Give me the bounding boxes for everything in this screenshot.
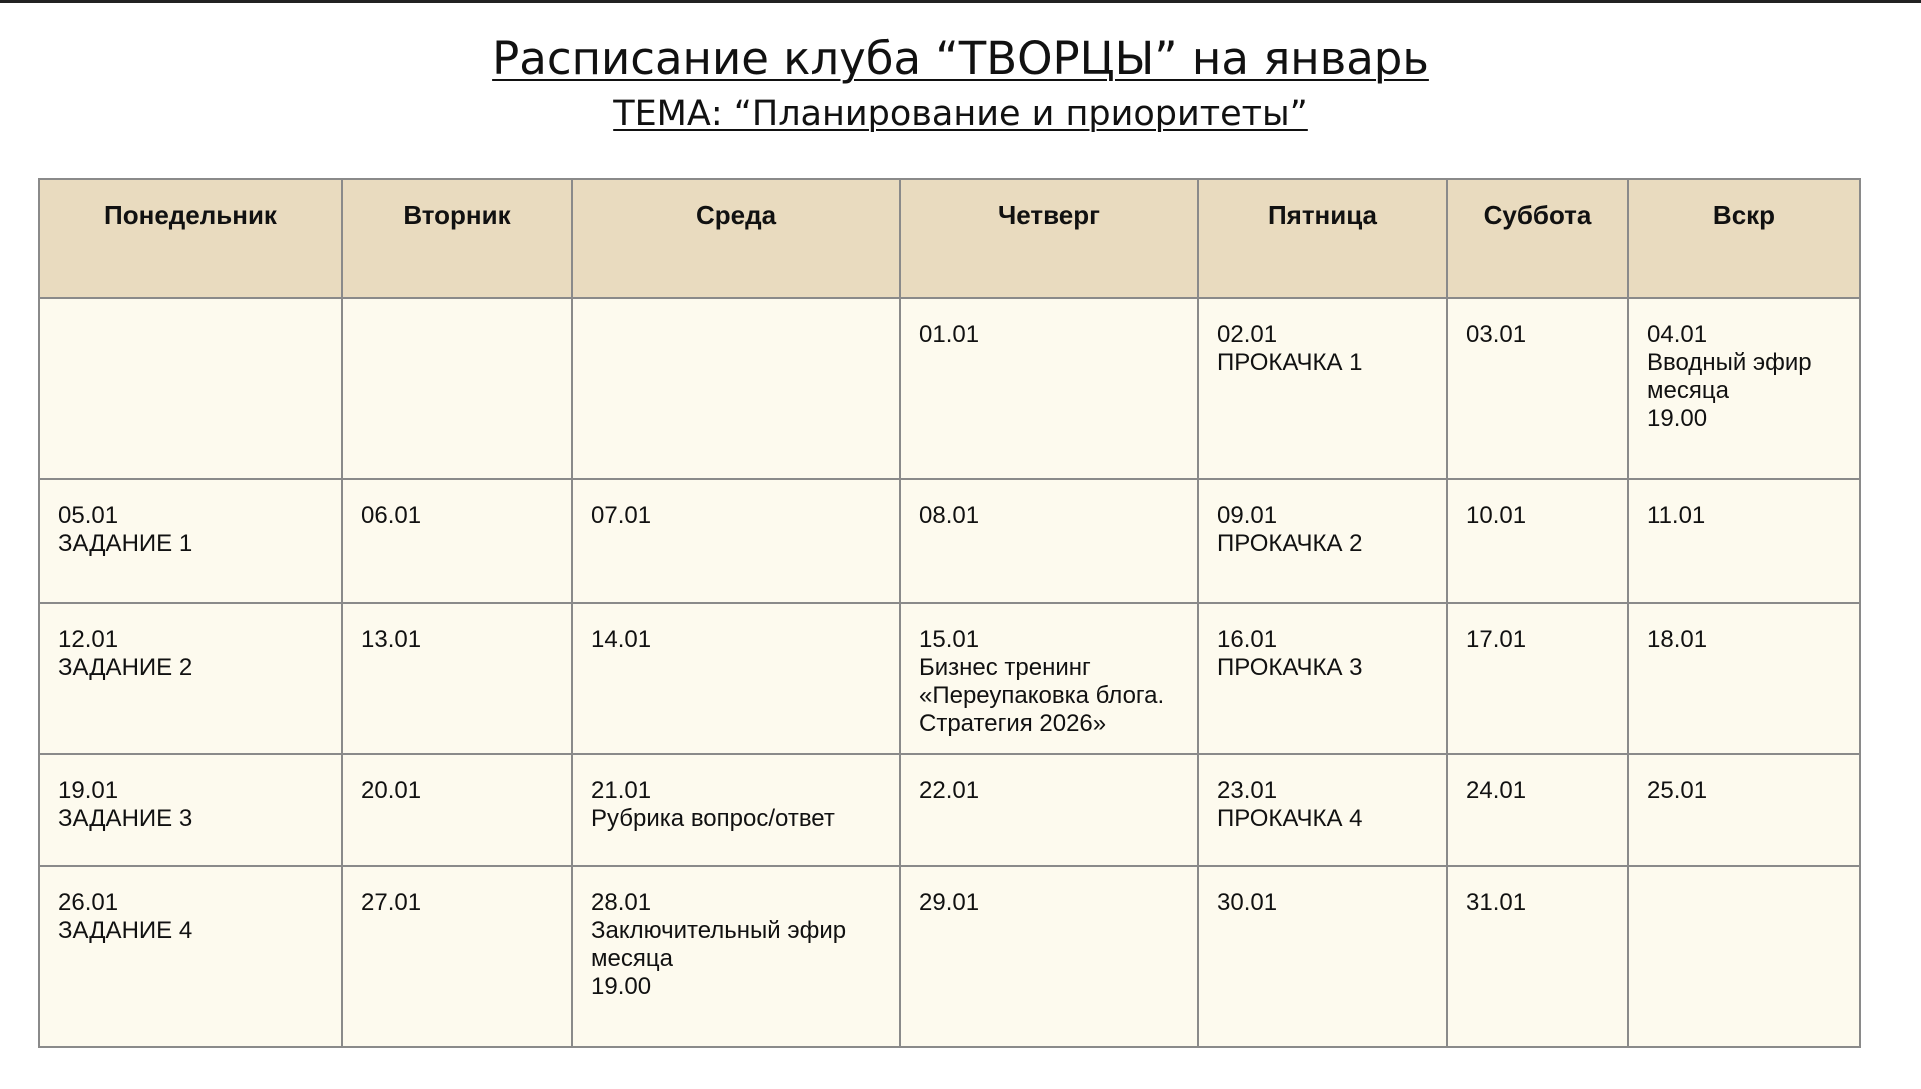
top-border-line: [0, 0, 1921, 3]
day-cell: [572, 479, 900, 603]
day-cell: [572, 754, 900, 866]
schedule-table: [38, 178, 1861, 1048]
day-cell: [1198, 479, 1447, 603]
day-date: 26.01: [58, 889, 119, 916]
day-cell: [1198, 754, 1447, 866]
day-date: 05.01: [58, 502, 119, 529]
day-date: 25.01: [1647, 777, 1708, 804]
schedule-body: [39, 298, 1860, 1047]
day-cell: [900, 603, 1198, 754]
day-date: 02.01: [1217, 321, 1278, 348]
column-header-tuesday: Вторник: [342, 179, 572, 298]
week-row: [39, 479, 1860, 603]
day-date: 24.01: [1466, 777, 1527, 804]
day-event: Рубрика вопрос/ответ: [591, 805, 835, 832]
day-cell: [1447, 603, 1628, 754]
day-date: 31.01: [1466, 889, 1527, 916]
day-cell: [342, 754, 572, 866]
day-date: 14.01: [591, 626, 652, 653]
column-header-thursday: Четверг: [900, 179, 1198, 298]
day-cell: [1628, 479, 1860, 603]
day-cell: [39, 603, 342, 754]
day-cell: [900, 866, 1198, 1047]
day-date: 22.01: [919, 777, 980, 804]
day-event: Вводный эфир месяца 19.00: [1647, 349, 1812, 432]
day-cell: [572, 298, 900, 479]
week-row: [39, 866, 1860, 1047]
day-cell: [1198, 866, 1447, 1047]
day-event: Заключительный эфир месяца 19.00: [591, 917, 847, 1000]
day-date: 08.01: [919, 502, 980, 529]
column-header-saturday: Суббота: [1447, 179, 1628, 298]
day-cell: [342, 479, 572, 603]
day-event: ЗАДАНИЕ 1: [58, 530, 193, 557]
day-date: 19.01: [58, 777, 119, 804]
week-row: [39, 603, 1860, 754]
column-header-monday: Понедельник: [39, 179, 342, 298]
day-cell: [1447, 866, 1628, 1047]
page-subtitle: ТЕМА: “Планирование и приоритеты”: [613, 94, 1308, 134]
day-cell: [572, 603, 900, 754]
day-date: 04.01: [1647, 321, 1708, 348]
day-date: 28.01: [591, 889, 652, 916]
column-header-sunday: Вскр: [1628, 179, 1860, 298]
week-row: [39, 298, 1860, 479]
day-cell: [900, 479, 1198, 603]
column-header-friday: Пятница: [1198, 179, 1447, 298]
week-row: [39, 754, 1860, 866]
day-event: Бизнес тренинг «Переупаковка блога. Стратегия 2026»: [919, 654, 1165, 737]
day-cell: [1628, 866, 1860, 1047]
column-header-wednesday: Среда: [572, 179, 900, 298]
day-date: 01.01: [919, 321, 980, 348]
day-date: 13.01: [361, 626, 422, 653]
day-event: ПРОКАЧКА 3: [1217, 654, 1363, 681]
day-event: ПРОКАЧКА 4: [1217, 805, 1363, 832]
day-date: 03.01: [1466, 321, 1527, 348]
day-cell: [39, 754, 342, 866]
day-event: ЗАДАНИЕ 2: [58, 654, 193, 681]
day-date: 12.01: [58, 626, 119, 653]
day-cell: [1628, 754, 1860, 866]
day-date: 07.01: [591, 502, 652, 529]
day-date: 06.01: [361, 502, 422, 529]
day-cell: [1198, 603, 1447, 754]
day-cell: [1447, 298, 1628, 479]
day-date: 15.01: [919, 626, 980, 653]
day-date: 30.01: [1217, 889, 1278, 916]
day-cell: [342, 866, 572, 1047]
header-row: [39, 179, 1860, 298]
day-cell: [39, 479, 342, 603]
day-cell: [1447, 754, 1628, 866]
day-date: 10.01: [1466, 502, 1527, 529]
day-date: 20.01: [361, 777, 422, 804]
day-date: 29.01: [919, 889, 980, 916]
day-cell: [342, 603, 572, 754]
page-title: Расписание клуба “ТВОРЦЫ” на январь: [492, 32, 1429, 85]
day-date: 11.01: [1647, 502, 1706, 529]
day-date: 21.01: [591, 777, 652, 804]
day-cell: [1628, 603, 1860, 754]
day-event: ЗАДАНИЕ 3: [58, 805, 193, 832]
day-cell: [900, 298, 1198, 479]
day-cell: [1628, 298, 1860, 479]
day-date: 18.01: [1647, 626, 1708, 653]
day-cell: [1447, 479, 1628, 603]
day-cell: [39, 298, 342, 479]
day-cell: [342, 298, 572, 479]
day-cell: [1198, 298, 1447, 479]
day-date: 27.01: [361, 889, 422, 916]
day-date: 09.01: [1217, 502, 1278, 529]
day-event: ЗАДАНИЕ 4: [58, 917, 193, 944]
day-date: 17.01: [1466, 626, 1527, 653]
day-cell: [900, 754, 1198, 866]
day-event: ПРОКАЧКА 2: [1217, 530, 1363, 557]
day-cell: [572, 866, 900, 1047]
day-date: 23.01: [1217, 777, 1278, 804]
day-date: 16.01: [1217, 626, 1278, 653]
day-event: ПРОКАЧКА 1: [1217, 349, 1363, 376]
day-cell: [39, 866, 342, 1047]
